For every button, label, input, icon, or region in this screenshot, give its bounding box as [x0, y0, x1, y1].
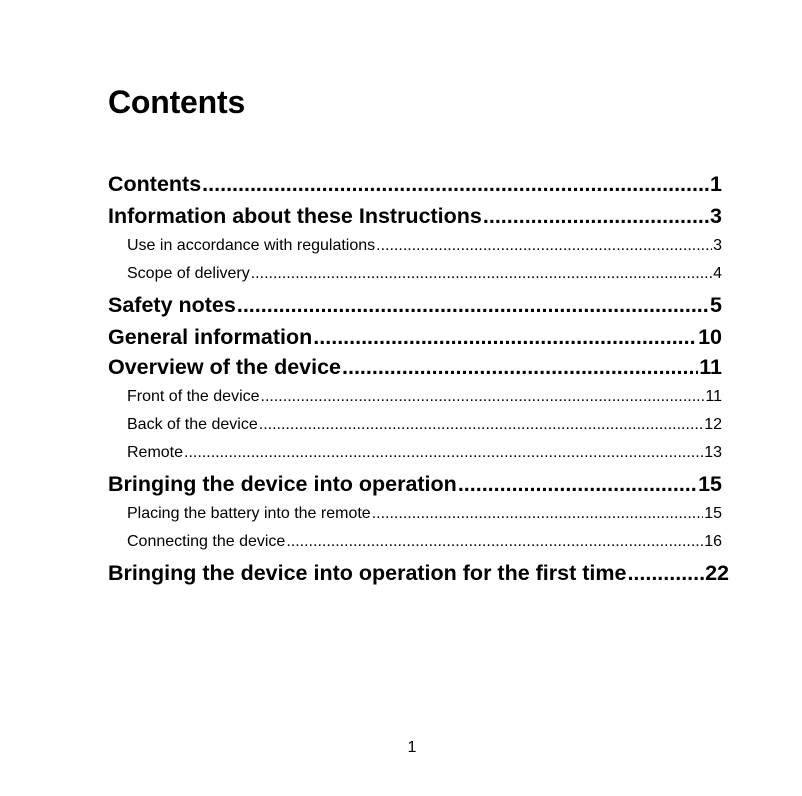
toc-entry-bringing-into-operation[interactable]	[108, 469, 722, 499]
toc-dot-leader	[251, 262, 712, 286]
toc-dot-leader	[627, 558, 704, 588]
toc-entry-page: 13	[704, 444, 722, 461]
toc-entry-back-of-device[interactable]	[127, 413, 722, 437]
toc-entry-page: 12	[704, 416, 722, 433]
toc-entry-overview-of-device[interactable]	[108, 352, 722, 382]
toc-dot-leader	[483, 201, 709, 231]
toc-entry-label: Safety notes	[108, 293, 236, 317]
toc-dot-leader	[342, 352, 698, 382]
toc-dot-leader	[313, 322, 697, 352]
toc-entry-label: Front of the device	[127, 388, 260, 405]
toc-dot-leader	[376, 234, 712, 258]
toc-dot-leader	[259, 413, 703, 437]
toc-entry-label: Connecting the device	[127, 533, 286, 550]
toc-entry-page: 3	[710, 204, 722, 228]
toc-entry-page: 15	[704, 505, 722, 522]
toc-dot-leader	[184, 441, 703, 465]
toc-entry-page: 10	[698, 325, 722, 349]
toc-dot-leader	[372, 502, 704, 526]
toc-entry-contents[interactable]	[108, 169, 722, 199]
toc-entry-label: Information about these Instructions	[108, 204, 482, 228]
toc-entry-label: Remote	[127, 444, 184, 461]
toc-entry-remote[interactable]	[127, 441, 722, 465]
toc-entry-label: Bringing the device into operation for the first time	[108, 561, 627, 585]
toc-dot-leader	[286, 530, 703, 554]
toc-entry-page: 3	[713, 237, 722, 254]
toc-entry-label: Bringing the device into operation	[108, 472, 457, 496]
page-number: 1	[407, 739, 417, 756]
toc-entry-first-time-operation[interactable]	[108, 558, 729, 588]
toc-entry-page: 16	[704, 533, 722, 550]
toc-entry-page: 15	[698, 472, 722, 496]
toc-entry-page: 5	[710, 293, 722, 317]
page-title: Contents	[108, 84, 246, 120]
toc-dot-leader	[261, 385, 705, 409]
toc-dot-leader	[202, 169, 709, 199]
toc-entry-label: General information	[108, 325, 313, 349]
toc-entry-information-about-instructions[interactable]	[108, 201, 722, 231]
toc-entry-page: 22	[705, 561, 729, 585]
toc-entry-label: Back of the device	[127, 416, 258, 433]
toc-entry-label: Use in accordance with regulations	[127, 237, 376, 254]
toc-entry-front-of-device[interactable]	[127, 385, 722, 409]
toc-entry-connecting-device[interactable]	[127, 530, 722, 554]
toc-entry-page: 11	[705, 388, 722, 405]
toc-entry-page: 11	[699, 355, 722, 379]
toc-entry-use-in-accordance[interactable]	[127, 234, 722, 258]
toc-entry-placing-battery[interactable]	[127, 502, 722, 526]
toc-entry-page: 1	[710, 172, 722, 196]
toc-entry-scope-of-delivery[interactable]	[127, 262, 722, 286]
toc-entry-safety-notes[interactable]	[108, 290, 722, 320]
toc-dot-leader	[458, 469, 697, 499]
toc-entry-label: Placing the battery into the remote	[127, 505, 371, 522]
toc-entry-label: Overview of the device	[108, 355, 342, 379]
toc-entry-page: 4	[713, 265, 722, 282]
toc-entry-label: Contents	[108, 172, 202, 196]
toc-entry-label: Scope of delivery	[127, 265, 250, 282]
toc-entry-general-information[interactable]	[108, 322, 722, 352]
toc-dot-leader	[237, 290, 709, 320]
